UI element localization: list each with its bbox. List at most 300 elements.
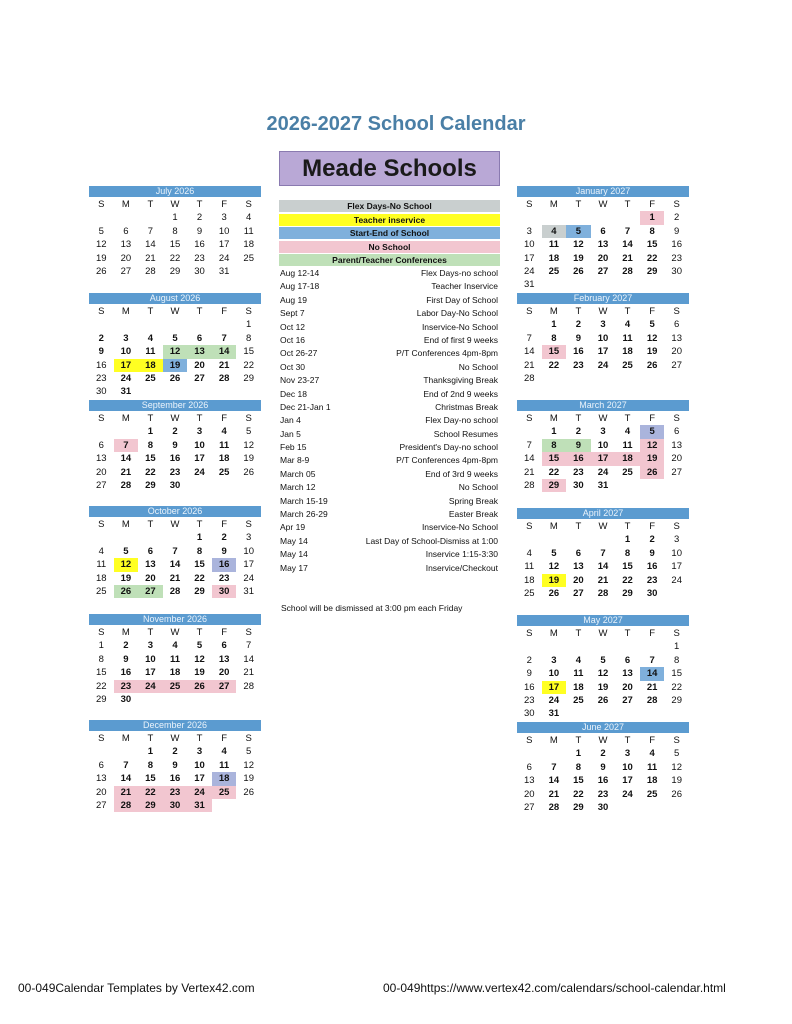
day-cell: 18: [523, 574, 535, 586]
legend-item: Teacher inservice: [279, 214, 500, 226]
day-cell: 28: [114, 799, 139, 812]
weekday-label: W: [170, 733, 180, 744]
day-cell: 31: [548, 708, 560, 720]
day-cell: 6: [575, 547, 582, 559]
weekday-label: F: [649, 521, 656, 532]
day-cell: 26: [640, 466, 665, 479]
day-cell: 4: [526, 547, 532, 559]
day-cell: 9: [575, 332, 582, 344]
day-cell: 18: [548, 252, 560, 264]
day-cell: 20: [573, 574, 584, 586]
event-date: Dec 21-Jan 1: [280, 401, 331, 412]
empty-day: [615, 211, 640, 224]
day-cell: 28: [218, 372, 230, 384]
day-cell: 15: [622, 561, 633, 573]
day-cell: 30: [194, 265, 205, 277]
day-cell: 12: [548, 561, 560, 573]
day-cell: 27: [138, 585, 163, 598]
day-cell: 18: [615, 452, 640, 465]
weekday-label: T: [575, 628, 582, 639]
day-cell: 7: [526, 439, 532, 451]
month-header: November 2026: [89, 614, 261, 625]
day-cell: 9: [674, 225, 680, 237]
month-september-2026: [89, 400, 261, 492]
day-cell: 19: [671, 775, 682, 787]
weekday-label: W: [598, 306, 608, 317]
day-cell: 21: [120, 466, 132, 478]
day-cell: 3: [600, 319, 606, 331]
day-cell: 17: [671, 561, 682, 573]
day-cell: 10: [597, 439, 609, 451]
day-cell: 8: [674, 654, 680, 666]
event-date: Oct 12: [280, 321, 306, 332]
day-cell: 4: [221, 746, 227, 758]
day-cell: 22: [169, 252, 181, 264]
empty-day: [566, 640, 591, 653]
empty-day: [138, 531, 163, 544]
day-cell: 1: [246, 319, 252, 331]
day-cell: 14: [145, 239, 156, 251]
day-cell: 18: [212, 772, 237, 785]
day-cell: 8: [551, 332, 557, 344]
weekday-label: T: [196, 627, 203, 638]
weekday-label: W: [170, 413, 180, 424]
day-cell: 5: [600, 654, 606, 666]
day-cell: 22: [138, 786, 163, 799]
day-cell: 27: [523, 801, 535, 813]
event-text: End of 3rd 9 weeks: [425, 468, 498, 479]
empty-day: [517, 533, 542, 546]
day-cell: 10: [243, 545, 254, 557]
day-cell: 19: [542, 574, 567, 587]
day-cell: 15: [243, 346, 254, 358]
empty-day: [114, 318, 139, 331]
day-cell: 25: [218, 466, 230, 478]
day-cell: 11: [145, 346, 156, 358]
day-cell: 26: [243, 786, 254, 798]
event-date: Apr 19: [280, 522, 306, 533]
day-cell: 17: [145, 667, 156, 679]
day-cell: 4: [649, 748, 655, 760]
day-cell: 13: [218, 653, 230, 665]
weekday-label: M: [121, 413, 130, 424]
event-date: Sept 7: [280, 308, 305, 319]
day-cell: 20: [95, 466, 107, 478]
empty-day: [89, 211, 114, 224]
day-cell: 22: [671, 681, 682, 693]
day-cell: 26: [243, 466, 254, 478]
day-cell: 28: [597, 587, 609, 599]
day-cell: 9: [98, 346, 104, 358]
event-text: Last Day of School-Dismiss at 1:00: [365, 535, 498, 546]
weekday-label: T: [196, 519, 203, 530]
event-text: P/T Conferences 4pm-8pm: [396, 455, 498, 466]
day-cell: 5: [566, 225, 591, 238]
weekday-label: S: [526, 521, 533, 532]
weekday-label: M: [121, 627, 130, 638]
weekday-label: F: [221, 627, 228, 638]
weekday-label: T: [624, 306, 631, 317]
event-text: School Resumes: [433, 428, 498, 439]
day-cell: 30: [597, 801, 609, 813]
day-cell: 24: [120, 372, 132, 384]
empty-day: [591, 533, 616, 546]
weekday-label: T: [196, 733, 203, 744]
day-cell: 8: [147, 439, 154, 451]
day-cell: 29: [646, 265, 658, 277]
weekday-label: T: [147, 413, 154, 424]
day-cell: 6: [624, 654, 631, 666]
empty-day: [114, 745, 139, 758]
day-cell: 23: [523, 694, 535, 706]
day-cell: 25: [622, 359, 633, 371]
event-row: [280, 280, 498, 293]
weekday-label: S: [673, 521, 680, 532]
day-cell: 23: [169, 466, 181, 478]
event-date: Oct 16: [280, 334, 306, 345]
event-row: [280, 535, 498, 548]
day-cell: 19: [597, 681, 609, 693]
day-cell: 24: [622, 788, 633, 800]
day-cell: 10: [120, 346, 132, 358]
day-cell: 30: [573, 479, 584, 491]
empty-day: [163, 531, 188, 544]
day-cell: 2: [526, 654, 532, 666]
empty-day: [163, 318, 188, 331]
empty-day: [517, 318, 542, 331]
day-cell: 31: [187, 799, 212, 812]
event-text: P/T Conferences 4pm-8pm: [396, 348, 498, 359]
day-cell: 18: [169, 667, 181, 679]
day-cell: 11: [219, 439, 230, 451]
event-text: Flex Days-no school: [420, 268, 498, 278]
event-date: Oct 30: [280, 361, 306, 372]
day-cell: 1: [575, 748, 582, 760]
day-cell: 22: [95, 680, 107, 692]
weekday-label: T: [575, 521, 582, 532]
empty-day: [542, 640, 567, 653]
day-cell: 16: [212, 558, 237, 571]
day-cell: 8: [147, 759, 154, 771]
month-january-2027: [517, 186, 689, 292]
day-cell: 25: [243, 252, 254, 264]
weekday-label: T: [575, 306, 582, 317]
day-cell: 30: [169, 479, 181, 491]
day-cell: 1: [624, 534, 631, 546]
day-cell: 29: [622, 587, 633, 599]
empty-day: [542, 533, 567, 546]
month-header: June 2027: [517, 722, 689, 733]
day-cell: 6: [600, 225, 606, 237]
month-april-2027: [517, 508, 689, 600]
event-row: [280, 562, 498, 575]
day-cell: 16: [573, 346, 584, 358]
day-cell: 27: [95, 799, 107, 811]
empty-day: [138, 318, 163, 331]
event-row: [280, 548, 498, 561]
day-cell: 28: [145, 265, 156, 277]
event-date: March 12: [280, 482, 316, 493]
empty-day: [640, 640, 665, 653]
event-row: [280, 468, 498, 481]
day-cell: 10: [671, 547, 682, 559]
weekday-label: F: [649, 735, 656, 746]
weekday-label: S: [526, 413, 533, 424]
day-cell: 17: [597, 346, 609, 358]
day-cell: 25: [646, 788, 658, 800]
event-date: Aug 19: [280, 294, 307, 305]
day-cell: 26: [548, 587, 560, 599]
day-cell: 23: [114, 680, 139, 693]
day-cell: 5: [246, 746, 252, 758]
day-cell: 13: [597, 239, 609, 251]
weekday-label: S: [98, 413, 105, 424]
weekday-label: S: [98, 519, 105, 530]
day-cell: 1: [551, 319, 557, 331]
day-cell: 19: [163, 359, 188, 372]
day-cell: 27: [95, 479, 107, 491]
day-cell: 22: [145, 466, 156, 478]
day-cell: 15: [671, 668, 682, 680]
day-cell: 16: [169, 773, 181, 785]
day-cell: 8: [98, 653, 104, 665]
day-cell: 24: [671, 574, 682, 586]
day-cell: 22: [243, 359, 254, 371]
event-row: [280, 521, 498, 534]
event-row: [280, 347, 498, 360]
day-cell: 3: [624, 748, 631, 760]
day-cell: 27: [622, 694, 633, 706]
day-cell: 15: [646, 239, 658, 251]
weekday-label: M: [121, 199, 130, 210]
day-cell: 14: [120, 773, 132, 785]
day-cell: 12: [114, 558, 139, 571]
day-cell: 14: [622, 239, 633, 251]
event-row: [280, 388, 498, 401]
weekday-label: S: [98, 306, 105, 317]
empty-day: [138, 211, 163, 224]
day-cell: 12: [243, 759, 254, 771]
day-cell: 12: [243, 439, 254, 451]
day-cell: 23: [573, 466, 584, 478]
empty-day: [566, 533, 591, 546]
day-cell: 30: [163, 799, 188, 812]
day-cell: 1: [98, 640, 104, 652]
day-cell: 5: [98, 225, 104, 237]
day-cell: 26: [597, 694, 609, 706]
event-date: Dec 18: [280, 388, 307, 399]
day-cell: 10: [548, 668, 560, 680]
day-cell: 8: [649, 225, 655, 237]
empty-day: [591, 640, 616, 653]
day-cell: 26: [671, 788, 682, 800]
day-cell: 21: [523, 466, 535, 478]
event-row: [280, 481, 498, 494]
day-cell: 29: [573, 801, 584, 813]
weekday-label: S: [526, 306, 533, 317]
event-date: Aug 17-18: [280, 281, 320, 292]
day-cell: 12: [194, 653, 205, 665]
day-cell: 21: [622, 252, 633, 264]
day-cell: 25: [212, 786, 237, 799]
day-cell: 4: [246, 212, 252, 224]
weekday-label: S: [98, 733, 105, 744]
day-cell: 23: [163, 786, 188, 799]
day-cell: 23: [671, 252, 682, 264]
event-text: Inservice/Checkout: [425, 562, 498, 573]
weekday-label: M: [549, 521, 558, 532]
day-cell: 25: [573, 694, 584, 706]
day-cell: 12: [573, 239, 584, 251]
day-cell: 16: [169, 453, 181, 465]
month-header: March 2027: [517, 400, 689, 411]
event-text: No School: [458, 482, 498, 493]
day-cell: 2: [674, 212, 680, 224]
day-cell: 13: [95, 773, 107, 785]
day-cell: 16: [671, 239, 682, 251]
day-cell: 20: [218, 667, 230, 679]
day-cell: 19: [120, 572, 132, 584]
day-cell: 15: [573, 775, 584, 787]
weekday-label: S: [673, 199, 680, 210]
day-cell: 20: [194, 359, 205, 371]
day-cell: 1: [147, 426, 154, 438]
day-cell: 2: [221, 532, 227, 544]
day-cell: 17: [523, 252, 535, 264]
day-cell: 3: [147, 640, 154, 652]
day-cell: 7: [123, 759, 129, 771]
day-cell: 20: [671, 453, 682, 465]
day-cell: 4: [624, 426, 631, 438]
event-text: No School: [458, 361, 498, 372]
month-february-2027: [517, 293, 689, 385]
day-cell: 27: [671, 359, 682, 371]
day-cell: 5: [649, 319, 655, 331]
day-cell: 23: [194, 252, 205, 264]
weekday-label: T: [196, 199, 203, 210]
month-header: January 2027: [517, 186, 689, 197]
day-cell: 6: [98, 759, 104, 771]
day-cell: 22: [646, 252, 658, 264]
day-cell: 19: [95, 252, 107, 264]
event-row: [280, 508, 498, 521]
event-date: Jan 4: [280, 415, 301, 426]
day-cell: 14: [243, 653, 254, 665]
day-cell: 18: [622, 346, 633, 358]
day-cell: 14: [523, 346, 535, 358]
weekday-label: S: [245, 627, 252, 638]
weekday-label: M: [549, 735, 558, 746]
weekday-label: S: [673, 735, 680, 746]
legend-item: Flex Days-No School: [279, 200, 500, 212]
day-cell: 13: [573, 561, 584, 573]
events-list: [280, 267, 498, 575]
weekday-label: M: [121, 306, 130, 317]
day-cell: 8: [196, 545, 203, 557]
month-march-2027: [517, 400, 689, 492]
month-june-2027: [517, 722, 689, 814]
day-cell: 13: [523, 775, 535, 787]
day-cell: 20: [95, 786, 107, 798]
day-cell: 29: [542, 479, 567, 492]
day-cell: 21: [646, 681, 658, 693]
month-header: April 2027: [517, 508, 689, 519]
day-cell: 26: [95, 265, 107, 277]
event-row: [280, 495, 498, 508]
day-cell: 15: [95, 667, 107, 679]
event-row: [280, 441, 498, 454]
day-cell: 14: [597, 561, 609, 573]
day-cell: 8: [624, 547, 631, 559]
day-cell: 5: [674, 748, 680, 760]
day-cell: 6: [123, 225, 129, 237]
day-cell: 8: [172, 225, 178, 237]
weekday-label: S: [673, 628, 680, 639]
day-cell: 10: [218, 225, 230, 237]
day-cell: 16: [597, 775, 609, 787]
day-cell: 21: [548, 788, 560, 800]
empty-day: [114, 531, 139, 544]
day-cell: 11: [169, 653, 181, 665]
empty-day: [591, 211, 616, 224]
day-cell: 1: [674, 641, 680, 653]
weekday-label: F: [221, 733, 228, 744]
event-text: Thanksgiving Break: [423, 375, 498, 386]
day-cell: 9: [600, 761, 606, 773]
day-cell: 11: [573, 668, 584, 680]
day-cell: 4: [624, 319, 631, 331]
day-cell: 14: [548, 775, 560, 787]
event-text: Inservice 1:15-3:30: [425, 549, 498, 560]
day-cell: 16: [95, 359, 107, 371]
event-row: [280, 414, 498, 427]
day-cell: 29: [194, 585, 205, 597]
day-cell: 27: [597, 265, 609, 277]
event-date: May 17: [280, 562, 308, 573]
page-title: 2026-2027 School Calendar: [266, 113, 526, 135]
day-cell: 9: [123, 653, 129, 665]
day-cell: 28: [120, 479, 132, 491]
weekday-label: S: [526, 735, 533, 746]
day-cell: 17: [591, 452, 616, 465]
day-cell: 16: [523, 681, 535, 693]
day-cell: 3: [123, 332, 129, 344]
day-cell: 1: [196, 532, 203, 544]
footer-right: 00-049https://www.vertex42.com/calendars/school-calendar.html: [383, 981, 726, 995]
day-cell: 13: [671, 332, 682, 344]
day-cell: 27: [194, 372, 205, 384]
day-cell: 3: [674, 534, 680, 546]
event-row: [280, 267, 498, 280]
weekday-label: T: [147, 306, 154, 317]
weekday-label: S: [245, 306, 252, 317]
weekday-label: F: [221, 199, 228, 210]
day-cell: 29: [145, 479, 156, 491]
day-cell: 20: [622, 681, 633, 693]
empty-day: [542, 747, 567, 760]
day-cell: 10: [194, 439, 205, 451]
day-cell: 4: [575, 654, 582, 666]
day-cell: 24: [597, 466, 609, 478]
school-name: Meade Schools: [279, 151, 500, 186]
day-cell: 7: [221, 332, 227, 344]
day-cell: 31: [243, 585, 254, 597]
weekday-label: T: [575, 413, 582, 424]
day-cell: 1: [551, 426, 557, 438]
day-cell: 10: [145, 653, 156, 665]
day-cell: 27: [120, 265, 132, 277]
day-cell: 13: [145, 559, 156, 571]
